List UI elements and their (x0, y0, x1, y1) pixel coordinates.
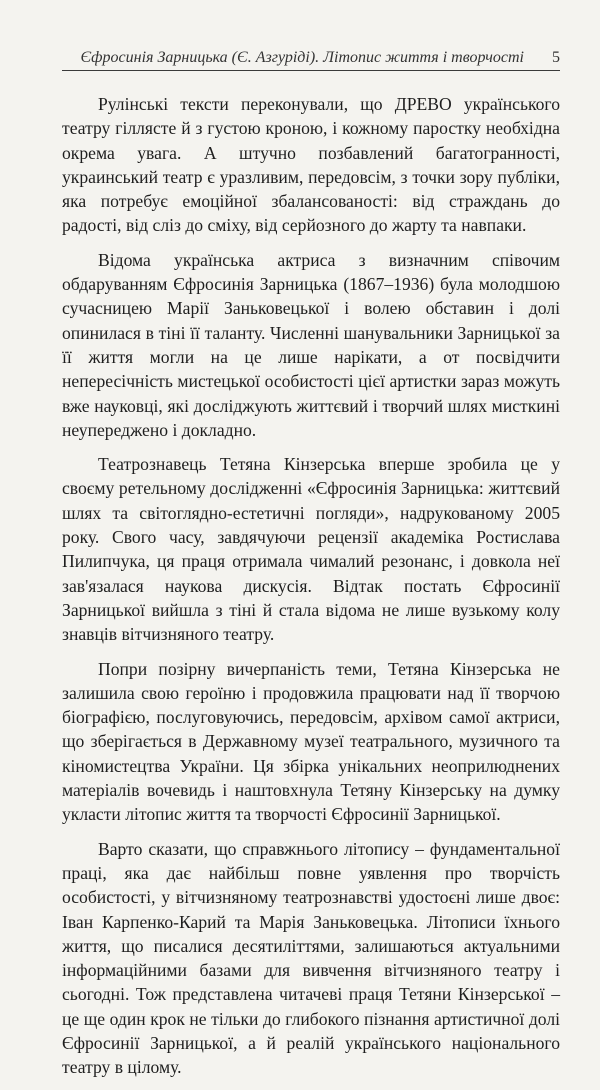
paragraph-1: Рулінські тексти переконували, що ДРЕВО українського театру гіллясте й з густою кроною, і кожному паростку необхідна окрема увага. А штучно позбавлений багатогранності, украинський театр є уразливим, передовсім, з точки зору публіки, яка потребує емоційної збалансованості: від страждань до радості, від сліз до сміху, від серйозного до жарту та навпаки. (62, 94, 560, 236)
body-text (62, 92, 560, 1090)
paragraph-4: Попри позірну вичерпаність теми, Тетяна Кінзерська не залишила свою героїню і продовжила працювати над її творчою біографією, послуговуючись, передовсім, архівом самої актриси, що зберігається в Державному музеї театрального, музичного та кіномистецтва України. Ця збірка унікальних неоприлюднених матеріалів вочевидь і наштовхнула Тетяну Кінзерську на думку укласти літопис життя та творчості Єфросинії Зарницької. (62, 658, 560, 825)
paragraph-2: Відома українська актриса з визначним співочим обдаруванням Єфросинія Зарницька (1867–1936) була молодшою сучасницею Марії Заньковецької і волею обставин і долі опинилася в тіні її таланту. Численні шанувальники Зарницької за її життя могли на це лише нарікати, а от посвідчити непересічність мистецької особистості цієї артистки зараз можуть вже науковці, які досліджують життєвий і творчий шлях мисткині неупереджено і докладно. (62, 249, 560, 440)
paragraph-3: Театрознавець Тетяна Кінзерська вперше зробила це у своєму ретельному дослідженні «Єфросинія Зарницька: життєвий шлях та світоглядно-естетичні погляди», надрукованому 2005 року. Свого часу, завдячуючи рецензії академіка Ростислава Пилипчука, ця праця отримала чималий резонанс, і довкола неї зав'язалася наукова дискусія. Відтак постать Єфросинії Зарницької вийшла з тіні й стала відома не лише вузькому колу знавців вітчизняного театру. (62, 454, 560, 645)
paragraph-5: Варто сказати, що справжнього літопису – фундаментальної праці, яка дає найбільш повне уявлення про творчість особистості, у вітчизняному театрознавстві удостоєні лише двоє: Іван Карпенко-Карий та Марія Заньковецька. Літописи їхнього життя, що писалися десятиліттями, залишаються актуальними інформаційними базами для вивчення вітчизняного театру і сьогодні. Тож представлена читачеві праця Тетяни Кінзерської – це ще один крок не тільки до глибокого пізнання артистичної долі Єфросинії Зарницької, а й реалій українського національного театру в цілому. (62, 838, 560, 1078)
running-header (62, 44, 560, 71)
running-title: Єфросинія Зарницька (Є. Азгуріді). Літопис життя і творчості (80, 49, 524, 66)
page-number: 5 (552, 49, 560, 66)
